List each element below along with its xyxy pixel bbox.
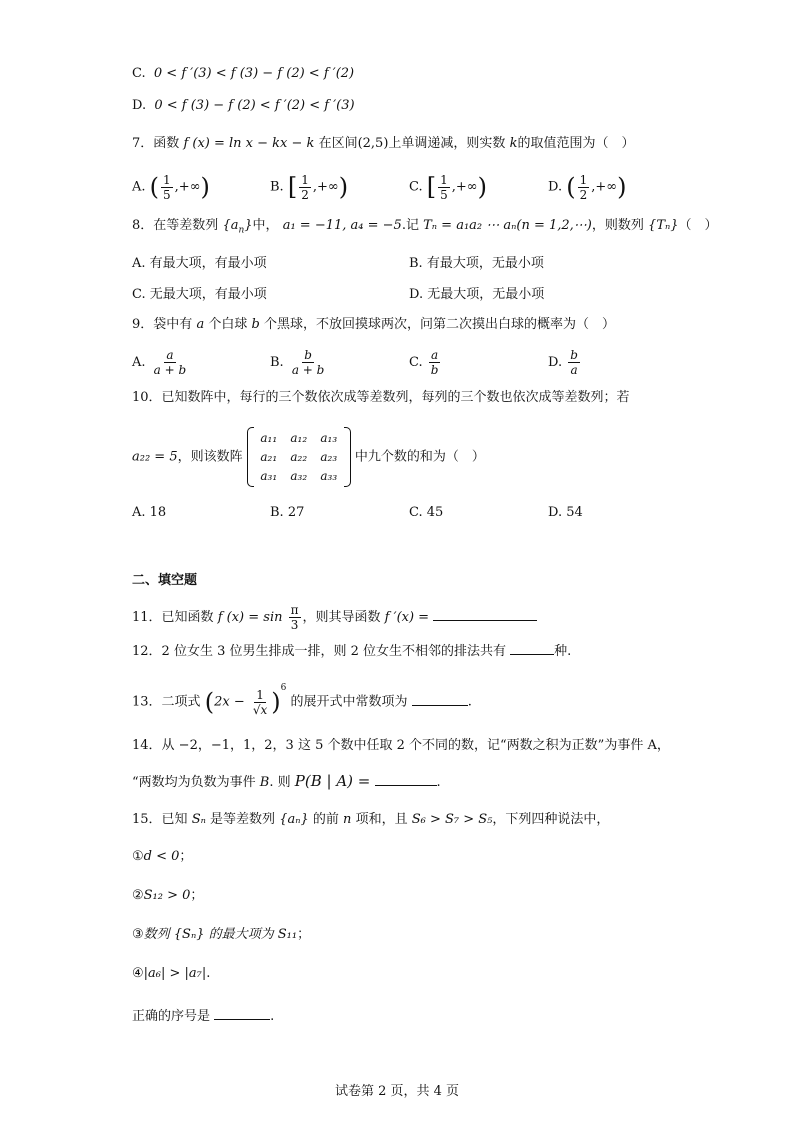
stem-text: 已知函数 bbox=[161, 610, 214, 625]
q7-option-b[interactable] bbox=[270, 170, 348, 205]
bracket-open: ( bbox=[149, 173, 160, 201]
q11-stem bbox=[132, 603, 537, 633]
q14-line1 bbox=[132, 736, 670, 756]
math-expr: a₂₂ = 5 bbox=[132, 449, 178, 465]
math-expr: a₁ = −11, a₄ = −5 bbox=[282, 218, 402, 233]
option-text: 54 bbox=[566, 505, 583, 520]
stem-text: 在等差数列 bbox=[153, 218, 219, 233]
q15-answer bbox=[132, 1005, 274, 1027]
q9-stem bbox=[132, 315, 615, 335]
option-text: 有最大项，有最小项 bbox=[149, 256, 267, 271]
option-label: D. bbox=[548, 505, 567, 520]
stem-text: .记 bbox=[401, 218, 419, 233]
frac-num: 1 bbox=[256, 687, 264, 702]
stem-text: 个白球 bbox=[208, 317, 248, 332]
option-text: 18 bbox=[149, 505, 167, 520]
answer-blank[interactable] bbox=[510, 640, 554, 655]
math-expr: S₆ > S₇ > S₅ bbox=[411, 812, 493, 827]
frac-num: 1 bbox=[301, 172, 309, 187]
stem-text: . bbox=[270, 1009, 275, 1024]
option-label: B. bbox=[270, 505, 288, 520]
fraction bbox=[289, 603, 301, 632]
fraction bbox=[161, 173, 173, 202]
stem-text: ，则数列 bbox=[591, 218, 644, 233]
option-label: C. bbox=[132, 66, 146, 81]
q10-stem-line2 bbox=[132, 427, 485, 487]
option-label: C. bbox=[409, 355, 427, 370]
frac-num: π bbox=[290, 603, 299, 617]
frac-den: 2 bbox=[301, 187, 309, 202]
option-label: B. bbox=[270, 179, 288, 195]
stem-text: 中， bbox=[252, 218, 279, 233]
fraction bbox=[429, 348, 441, 377]
question-number: 11． bbox=[132, 610, 162, 625]
bracket-close: ) bbox=[338, 173, 349, 201]
stem-text: 二项式 bbox=[161, 694, 201, 710]
option-label: C. bbox=[409, 179, 427, 195]
statement-expr: S₁₂ > 0 bbox=[143, 888, 191, 903]
stem-text: . 则 bbox=[269, 775, 291, 790]
statement-expr: d < 0 bbox=[143, 849, 180, 864]
q13-stem bbox=[132, 682, 472, 723]
statement-tail: . bbox=[206, 966, 211, 981]
math-var: k bbox=[509, 136, 518, 151]
fraction bbox=[290, 348, 327, 377]
fraction bbox=[299, 173, 311, 202]
math-expr: $\{a_n\}$ bbox=[222, 218, 253, 236]
matrix-cell: a₂₃ bbox=[320, 449, 338, 464]
q6-option-d bbox=[132, 96, 355, 116]
stem-text: 的展开式中常数项为 bbox=[290, 694, 408, 710]
stem-text: . bbox=[467, 694, 472, 710]
option-tail: ,+∞ bbox=[451, 179, 478, 195]
stem-text: 的取值范围为（ ） bbox=[517, 136, 635, 151]
stem-text: 已知 bbox=[161, 812, 188, 827]
frac-num: 1 bbox=[163, 172, 171, 187]
frac-den: 5 bbox=[163, 187, 171, 202]
stem-text: 种. bbox=[554, 644, 572, 659]
frac-den: a + b bbox=[291, 363, 325, 377]
option-expr: 0 < f ′(3) < f (3) − f (2) < f ′(2) bbox=[153, 66, 355, 81]
statement-tail: ； bbox=[297, 927, 311, 942]
option-label: D. bbox=[548, 179, 567, 195]
frac-num: 1 bbox=[440, 172, 448, 187]
frac-num: b bbox=[304, 348, 312, 362]
statement-mark: ② bbox=[132, 888, 144, 903]
q12-stem bbox=[132, 640, 571, 662]
stem-text: 正确的序号是 bbox=[132, 1009, 211, 1024]
math-expr: f (x) = ln x − kx − k bbox=[183, 136, 315, 151]
q6-option-c bbox=[132, 64, 354, 84]
matrix-left-paren bbox=[247, 427, 254, 487]
stem-text: 上单调递减，则实数 bbox=[388, 136, 506, 151]
stem-text: 个黑球，不放回摸球两次，问第二次摸出白球的概率为（ ） bbox=[263, 317, 615, 332]
q7-stem bbox=[132, 134, 634, 154]
math-var: n bbox=[343, 812, 352, 827]
option-text: 无最大项，有最小项 bbox=[149, 287, 267, 302]
frac-den: b bbox=[430, 363, 439, 377]
q14-line2 bbox=[132, 771, 441, 793]
option-label: B. bbox=[270, 355, 288, 370]
answer-blank[interactable] bbox=[375, 771, 437, 786]
fraction bbox=[251, 688, 269, 717]
question-number: 13． bbox=[132, 694, 162, 710]
option-text: 45 bbox=[426, 505, 444, 520]
math-expr: P(B | A) = bbox=[294, 772, 371, 790]
option-label: A. bbox=[132, 355, 150, 370]
statement-mark: ① bbox=[132, 849, 144, 864]
matrix-cell: a₃₃ bbox=[320, 468, 338, 483]
matrix-cell: a₂₂ bbox=[290, 449, 308, 464]
option-label: C. bbox=[409, 505, 427, 520]
statement-tail: ； bbox=[190, 888, 204, 903]
question-number: 8． bbox=[132, 218, 154, 233]
option-label: A. bbox=[132, 179, 150, 195]
option-text: 无最大项，无最小项 bbox=[427, 287, 545, 302]
q8-stem bbox=[132, 216, 718, 236]
option-label: C. bbox=[132, 287, 150, 302]
bracket-open: [ bbox=[426, 173, 437, 201]
stem-text: 项和，且 bbox=[355, 812, 408, 827]
q7-option-a[interactable] bbox=[132, 170, 210, 205]
option-label: A. bbox=[132, 505, 150, 520]
q10-stem-line1 bbox=[132, 388, 630, 408]
frac-den: 3 bbox=[290, 618, 299, 632]
frac-den: 5 bbox=[440, 187, 448, 202]
matrix-cell: a₃₁ bbox=[260, 468, 278, 483]
math-expr: Tₙ = a₁a₂ ⋯ aₙ(n = 1,2,⋯) bbox=[423, 218, 592, 233]
q15-statement bbox=[132, 847, 192, 867]
matrix-grid bbox=[254, 429, 344, 486]
math-expr: f (x) = sin bbox=[217, 610, 283, 625]
question-number: 12． bbox=[132, 644, 162, 659]
math-expr: 2x − bbox=[214, 694, 245, 710]
number-matrix bbox=[247, 427, 351, 487]
paren-open: ( bbox=[204, 688, 215, 716]
frac-den: 2 bbox=[579, 187, 588, 202]
q9-option-b[interactable] bbox=[270, 346, 328, 380]
q8-option-c[interactable] bbox=[132, 285, 267, 305]
bracket-close: ) bbox=[200, 173, 210, 201]
statement-mark: ③ bbox=[132, 927, 144, 942]
q15-statement bbox=[132, 886, 203, 906]
frac-den: a + b bbox=[153, 363, 187, 377]
question-number: 10． bbox=[132, 390, 162, 405]
q15-statement bbox=[132, 925, 310, 945]
math-var: a bbox=[196, 317, 205, 332]
frac-num: b bbox=[570, 348, 578, 362]
stem-text: 是等差数列 bbox=[210, 812, 276, 827]
stem-text: 2 位女生 3 位男生排成一排，则 2 位女生不相邻的排法共有 bbox=[161, 644, 507, 659]
question-number: 7． bbox=[132, 136, 154, 151]
section-title: 二、填空题 bbox=[132, 573, 198, 588]
q7-option-c[interactable] bbox=[409, 170, 487, 205]
stem-text: 的前 bbox=[312, 812, 339, 827]
question-number: 14． bbox=[132, 738, 162, 753]
option-text: 有最大项，无最小项 bbox=[426, 256, 544, 271]
answer-blank[interactable] bbox=[433, 606, 537, 621]
stem-text: . bbox=[436, 775, 441, 790]
math-expr: {aₙ} bbox=[279, 812, 309, 827]
page-footer: 试卷第 2 页，共 4 页 bbox=[334, 1084, 460, 1099]
option-text: 27 bbox=[287, 505, 305, 520]
q15-stem bbox=[132, 810, 609, 830]
matrix-cell: a₁₁ bbox=[260, 430, 278, 445]
stem-text: ，下列四种说法中， bbox=[492, 812, 610, 827]
math-expr: {Tₙ} bbox=[648, 218, 679, 233]
fraction bbox=[438, 173, 450, 202]
q10-option-c[interactable] bbox=[409, 503, 443, 523]
option-tail: ,+∞ bbox=[312, 179, 339, 195]
frac-den: a bbox=[570, 363, 578, 377]
option-label: D. bbox=[548, 355, 567, 370]
bracket-close: ) bbox=[617, 173, 627, 201]
q10-option-a[interactable] bbox=[132, 503, 166, 523]
paren-close: ) bbox=[271, 688, 281, 716]
q8-option-d[interactable] bbox=[409, 285, 544, 305]
question-number: 15． bbox=[132, 812, 162, 827]
option-label: A. bbox=[132, 256, 150, 271]
matrix-cell: a₂₁ bbox=[260, 449, 278, 464]
q7-option-d[interactable] bbox=[548, 170, 626, 205]
option-label: B. bbox=[409, 256, 427, 271]
q9-option-d[interactable] bbox=[548, 346, 582, 380]
bracket-close: ) bbox=[477, 173, 487, 201]
statement-expr: |a₆| > |a₇| bbox=[143, 966, 207, 981]
stem-text: ，则该数阵 bbox=[177, 449, 243, 465]
option-label: D. bbox=[409, 287, 428, 302]
stem-text: 从 −2，−1，1，2，3 这 5 个数中任取 2 个不同的数，记“两数之积为正数”为事件 A， bbox=[161, 738, 670, 753]
math-expr: f ′(x) = bbox=[384, 610, 430, 625]
math-expr: (2,5) bbox=[357, 136, 389, 151]
frac-num: 1 bbox=[579, 172, 588, 187]
matrix-cell: a₃₂ bbox=[290, 468, 308, 483]
stem-text: 袋中有 bbox=[153, 317, 193, 332]
stem-text: ，则其导函数 bbox=[302, 610, 381, 625]
q9-option-c[interactable] bbox=[409, 346, 442, 380]
math-var: B bbox=[259, 775, 270, 790]
stem-text: 中九个数的和为（ ） bbox=[354, 449, 485, 465]
fraction bbox=[152, 348, 189, 377]
answer-blank[interactable] bbox=[214, 1005, 270, 1020]
fraction bbox=[568, 348, 580, 377]
question-number: 9． bbox=[132, 317, 154, 332]
bracket-open: ( bbox=[566, 173, 576, 201]
bracket-open: [ bbox=[287, 173, 298, 201]
option-tail: ,+∞ bbox=[591, 179, 618, 195]
stem-text: “两数均为负数为事件 bbox=[132, 775, 256, 790]
matrix-cell: a₁₃ bbox=[320, 430, 338, 445]
q10-option-b[interactable] bbox=[270, 503, 304, 523]
stem-text: 在区间 bbox=[318, 136, 358, 151]
fraction bbox=[578, 173, 590, 202]
statement-tail: ； bbox=[179, 849, 193, 864]
frac-num: a bbox=[166, 348, 174, 362]
math-var: Sₙ bbox=[191, 812, 206, 827]
math-var: b bbox=[251, 317, 260, 332]
option-expr: 0 < f (3) − f (2) < f ′(2) < f ′(3) bbox=[154, 98, 355, 113]
q10-option-d[interactable] bbox=[548, 503, 583, 523]
q8-option-b[interactable] bbox=[409, 254, 544, 274]
statement-expr: 数列 {Sₙ} 的最大项为 S₁₁ bbox=[143, 927, 298, 942]
frac-num: a bbox=[431, 348, 439, 362]
option-tail: ,+∞ bbox=[174, 179, 201, 195]
matrix-right-paren bbox=[344, 427, 351, 487]
q8-option-a[interactable] bbox=[132, 254, 267, 274]
stem-text: 已知数阵中，每行的三个数依次成等差数列，每列的三个数也依次成等差数列；若 bbox=[161, 390, 630, 405]
option-label: D. bbox=[132, 98, 147, 113]
matrix-cell: a₁₂ bbox=[290, 430, 308, 445]
q15-statement bbox=[132, 964, 210, 984]
stem-text: 函数 bbox=[153, 136, 180, 151]
frac-den: √x bbox=[252, 702, 268, 717]
stem-text: （ ） bbox=[678, 218, 718, 233]
q9-option-a[interactable] bbox=[132, 346, 190, 380]
exponent: 6 bbox=[280, 683, 287, 694]
answer-blank[interactable] bbox=[412, 691, 468, 706]
statement-mark: ④ bbox=[132, 966, 144, 981]
